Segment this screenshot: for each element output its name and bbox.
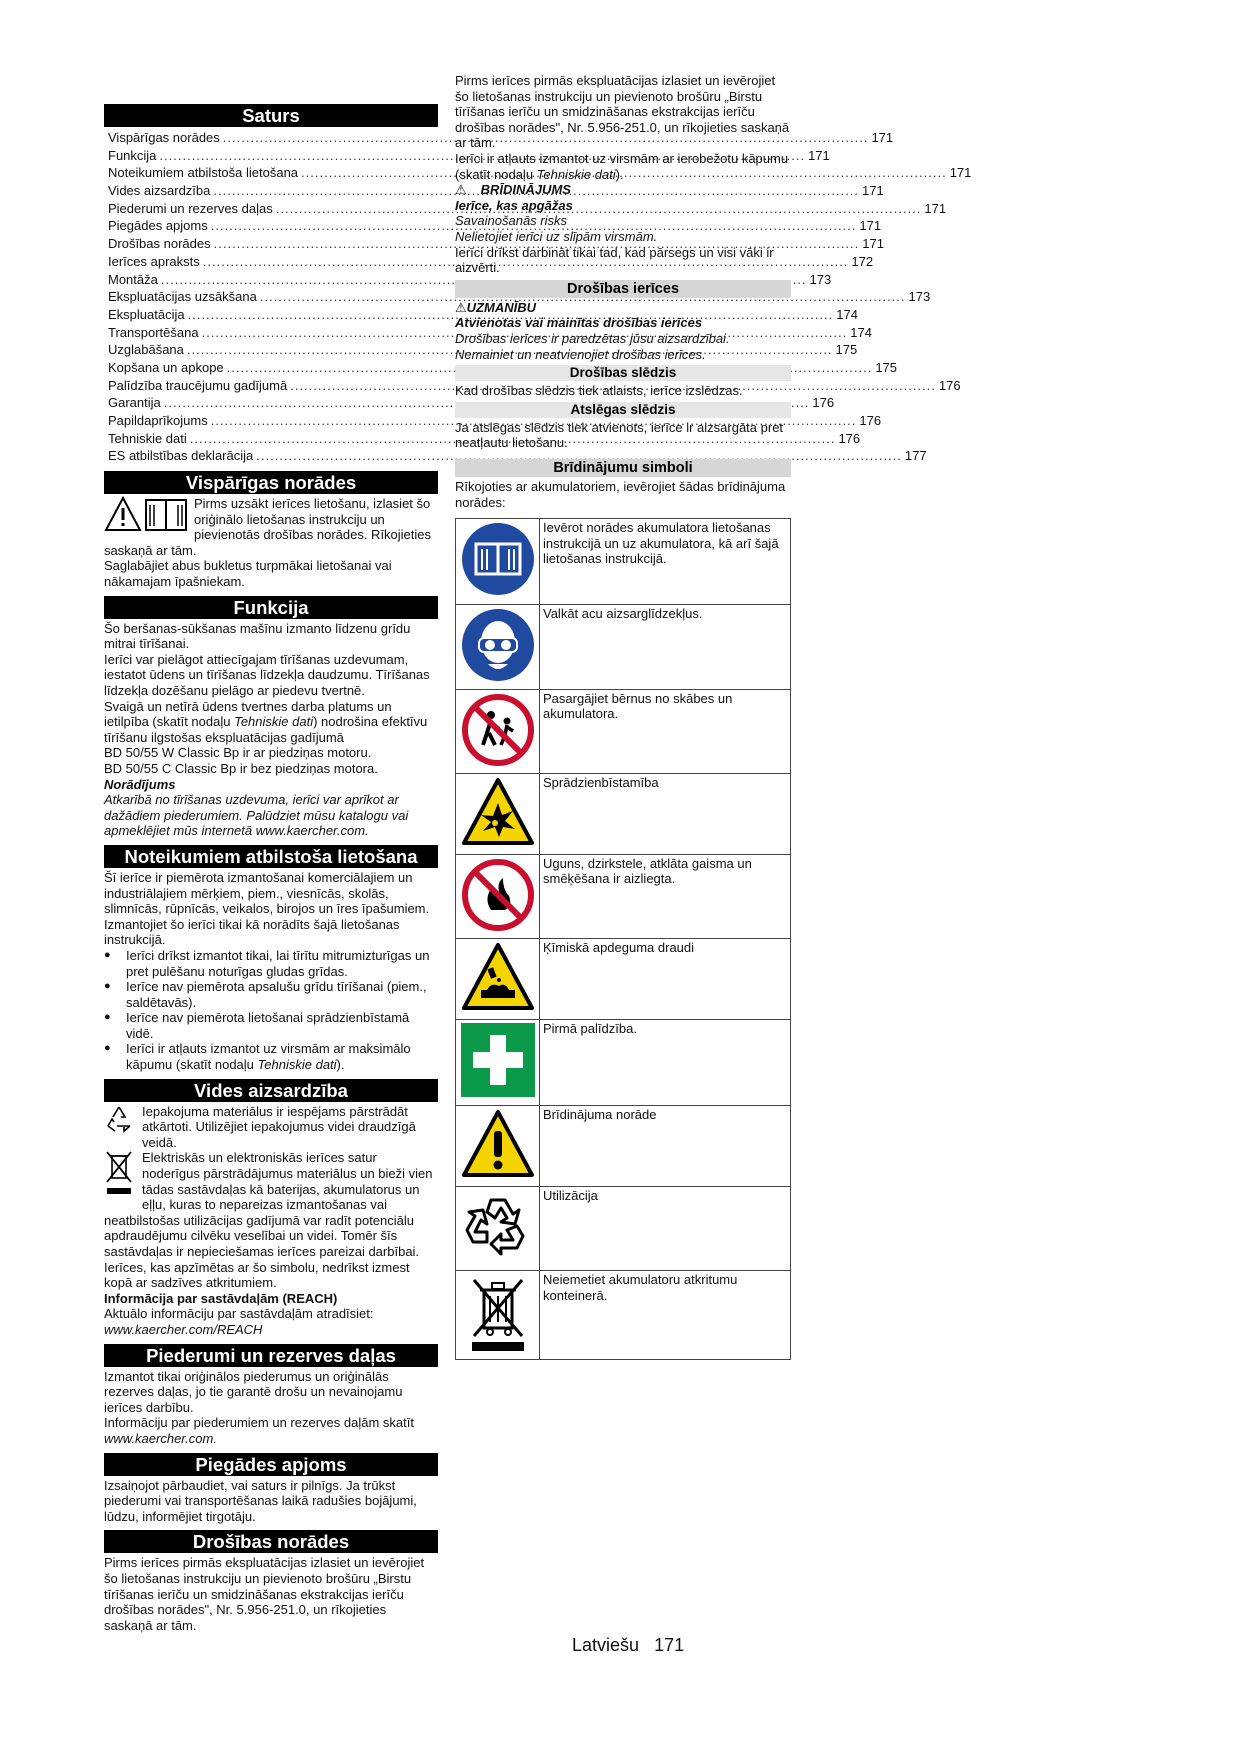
symbol-text: Pasargājiet bērnus no skābes un akumulatora.: [540, 689, 791, 774]
accessories-text-2: Informāciju par piederumiem un rezerves daļām skatīt: [104, 1415, 414, 1431]
list-item: ● Ierīci drīkst izmantot tikai, lai tīrītu mitrumizturīgas un pret pulēšanu noturīgas gludas grīdas.: [104, 948, 438, 979]
safety-text-1-continued: [455, 73, 791, 151]
toc-entry-page: 177: [904, 448, 927, 464]
function-text-3b: ) nodrošina efektīvu tīrīšanu ilgstošas ekspluatācijas gadījumā: [104, 714, 428, 745]
explosion-hazard-icon: [461, 777, 535, 847]
table-row: [456, 1106, 791, 1187]
key-switch-heading: Atslēgas slēdzis: [455, 402, 791, 418]
safety-text-1-tail: Pirms ierīces pirmās ekspluatācijas izlasiet un ievērojiet šo lietošanas instrukciju un pievienoto brošūru „Birstu tīrīšanas ierīču un smidzināšanas ekstrakcijas ierīču drošības norādes", Nr. 5.956-251.0, un rīkojieties saskaņā ar tām.: [455, 73, 790, 151]
intended-use-section: [104, 870, 438, 1073]
environment-heading: Vides aizsardzība: [104, 1079, 438, 1102]
recycling-icon: [104, 1104, 138, 1138]
symbol-text: Pirmā palīdzība.: [540, 1020, 791, 1106]
no-fire-icon: [461, 858, 535, 932]
function-text-5: BD 50/55 C Classic Bp ir bez piedziņas motora.: [104, 760, 378, 776]
warning-subtitle: Ierīce, kas apgāžas: [455, 197, 573, 213]
warning-icon: [461, 1109, 535, 1179]
toc-entry-title: Piederumi un rezerves daļas: [108, 200, 273, 216]
tech-data-ref: Tehniskie dati: [234, 714, 314, 730]
bullet-4a: Ierīci ir atļauts izmantot uz virsmām ar maksimālo kāpumu (skatīt nodaļu: [126, 1041, 411, 1073]
function-text-3: [104, 699, 438, 746]
recycling-icon: [461, 1190, 535, 1264]
toc-entry-title: Palīdzība traucējumu gadījumā: [108, 377, 288, 393]
reach-title: Informācija par sastāvdaļām (REACH): [104, 1290, 338, 1306]
toc-entry-title: Ekspluatācijas uzsākšana: [108, 289, 257, 305]
table-row: [456, 854, 791, 939]
toc-entry-page: 173: [809, 271, 832, 287]
intended-use-heading: Noteikumiem atbilstoša lietošana: [104, 845, 438, 868]
delivery-heading: Piegādes apjoms: [104, 1453, 438, 1476]
delivery-text: Izsaiņojot pārbaudiet, vai saturs ir pilnīgs. Ja trūkst piederumi vai transportēšanas laikā radušies bojājumi, lūdzu, informējiet tirgotāju.: [104, 1477, 417, 1524]
warning-symbols-intro: Rīkojoties ar akumulatoriem, ievērojiet šādas brīdinājuma norādes:: [455, 478, 786, 510]
toc-entry-title: Drošības norādes: [108, 236, 211, 252]
note-title: Norādījums: [104, 776, 176, 792]
toc-entry-title: Montāža: [108, 271, 158, 287]
toc-entry-title: Transportēšana: [108, 324, 199, 340]
caution-title: [455, 300, 791, 316]
bullet-4b: ).: [336, 1057, 345, 1073]
warning-title-text: BRĪDINĀJUMS: [480, 182, 571, 198]
intended-text: Šī ierīce ir piemērota izmantošanai komerciālajiem un industriālajiem mērķiem, piem., viesnīcās, skolās, slimnīcās, rūpnīcās, veikalos, birojos un īres īpašumiem. Izmantojiet šo ierīci tikai kā norādīts šajā lietošanas instrukcijā.: [104, 869, 430, 948]
toc-entry-page: 172: [851, 253, 874, 269]
general-heading: Vispārīgas norādes: [104, 471, 438, 494]
accessories-section: [104, 1369, 438, 1447]
toc-entry[interactable]: [108, 447, 927, 465]
footer-language: Latviešu: [572, 1635, 640, 1655]
toc-entry-title: Tehniskie dati: [108, 430, 187, 446]
safety-devices-heading: Drošības ierīces: [455, 280, 791, 298]
toc-entry-page: 173: [908, 289, 931, 305]
tech-data-ref: Tehniskie dati: [536, 166, 616, 182]
accessories-heading: Piederumi un rezerves daļas: [104, 1344, 438, 1367]
key-switch-text: Ja atslēgas slēdzis tiek atvienots, ierīce ir aizsargāta pret neatļautu lietošanu.: [455, 419, 784, 451]
crossed-bin-icon: [104, 1150, 138, 1200]
toc-entry-page: 176: [838, 430, 861, 446]
warning-text: Nelietojiet ierīci uz slīpām virsmām.: [455, 228, 658, 244]
read-manual-icon: [461, 522, 535, 596]
environment-text-1: Iepakojuma materiālus ir iespējams pārstrādāt atkārtoti. Utilizējiet iepakojumus videi draudzīgā veidā.: [142, 1103, 416, 1150]
safety-text-2a: Ierīci ir atļauts izmantot uz virsmām ar ierobežotu kāpumu (skatīt nodaļu: [455, 151, 789, 182]
delivery-section: [104, 1478, 438, 1525]
warning-manual-icon: [104, 496, 190, 538]
toc-entry-title: Piegādes apjoms: [108, 218, 208, 234]
table-row: [456, 519, 791, 605]
table-row: [456, 605, 791, 690]
crossed-bin-icon: [468, 1274, 528, 1352]
toc-entry-page: 176: [938, 377, 961, 393]
symbol-text: Utilizācija: [540, 1186, 791, 1271]
caution-subtitle: Atvienotas vai mainītas drošības ierīces: [455, 315, 703, 331]
toc-entry-page: 174: [836, 306, 858, 322]
toc-entry-title: Noteikumiem atbilstoša lietošana: [108, 165, 299, 181]
function-text-4: BD 50/55 W Classic Bp ir ar piedziņas motoru.: [104, 745, 372, 761]
chemical-burn-icon: [461, 942, 535, 1012]
warning-icon: ⚠: [455, 182, 467, 198]
toc-entry[interactable]: [108, 129, 894, 147]
toc-entry-title: Papildaprīkojums: [108, 413, 208, 428]
safety-text-2: [455, 151, 791, 182]
reach-text: Aktuālo informāciju par sastāvdaļām atradīsiet:: [104, 1306, 374, 1322]
toc-heading: Saturs: [104, 104, 438, 127]
toc-entry-title: Vispārīgas norādes: [108, 130, 220, 145]
safety-switch-text: Kad drošības slēdzis tiek atlaists, ierīce izslēdzas.: [455, 383, 743, 399]
toc-entry-title: Uzglabāšana: [108, 342, 184, 358]
safety-text-1: Pirms ierīces pirmās ekspluatācijas izlasiet un ievērojiet šo lietošanas instrukciju un pievienoto brošūru „Birstu tīrīšanas ierīču un smidzināšanas ekstrakcijas ierīču drošības norādes", Nr. 5.956-251.0, un rīkojieties saskaņā ar tām.: [104, 1555, 425, 1633]
function-text-2: Ierīci var pielāgot attiecīgajam tīrīšanas uzdevumam, iestatot ūdens un tīrīšanas līdzekļa daudzumu. Tīrīšanas līdzekļa dozēšanu pielāgo ar piedevu tvertnē.: [104, 651, 430, 698]
warning-symbols-table: [455, 518, 791, 1360]
toc-entry-title: ES atbilstības deklarācija: [108, 448, 254, 464]
table-row: [456, 1020, 791, 1106]
function-heading: Funkcija: [104, 596, 438, 619]
list-item: ● Ierīce nav piemērota lietošanai sprādzienbīstamā vidē.: [104, 1010, 438, 1041]
toc-entry-page: 174: [850, 324, 872, 340]
toc-entry-page: 175: [835, 342, 858, 358]
general-text-2: Saglabājiet abus bukletus turpmākai lietošanai vai nākamajam īpašniekam.: [104, 558, 392, 590]
toc-entry-title: Garantija: [108, 395, 161, 411]
caution-text-1: Drošības ierīces ir paredzētas jūsu aizsardzībai.: [455, 330, 730, 346]
function-text-1: Šo beršanas-sūkšanas mašīnu izmanto līdzenu grīdu mitrai tīrīšanai.: [104, 620, 411, 652]
toc-entry[interactable]: [108, 412, 882, 430]
tech-data-ref: Tehniskie dati: [257, 1057, 337, 1073]
page-footer: [572, 1635, 694, 1655]
list-item: [104, 1041, 438, 1072]
toc-entry-page: 171: [862, 236, 884, 252]
symbol-text: Ķīmiskā apdeguma draudi: [540, 939, 791, 1020]
toc-entry-page: 171: [859, 218, 882, 234]
table-row: [456, 939, 791, 1020]
table-row: [456, 774, 791, 855]
warning-symbols-heading: Brīdinājumu simboli: [455, 459, 791, 477]
caution-title-text: UZMANĪBU: [466, 299, 536, 315]
keep-children-away-icon: [461, 693, 535, 767]
environment-section: [104, 1104, 438, 1338]
symbol-text: Ievērot norādes akumulatora lietošanas instrukcijā un uz akumulatora, kā arī šajā lietošanas instrukcijā.: [540, 519, 791, 605]
symbol-text: Neiemetiet akumulatoru atkritumu konteinerā.: [540, 1271, 791, 1360]
toc-entry-title: Vides aizsardzība: [108, 183, 211, 199]
toc-entry-page: 175: [875, 359, 898, 375]
intended-bullet-list: [104, 948, 438, 1073]
toc-entry-page: 171: [949, 165, 972, 181]
toc-entry-page: 171: [924, 200, 947, 216]
reach-link[interactable]: www.kaercher.com/REACH: [104, 1321, 263, 1337]
caution-icon: ⚠: [455, 299, 467, 315]
toc-entry-page: 171: [871, 130, 894, 145]
symbol-text: Brīdinājuma norāde: [540, 1106, 791, 1187]
eye-protection-icon: [461, 608, 535, 682]
accessories-text-1: Izmantot tikai oriģinālos piederumus un oriģinālās rezerves daļas, jo tie garantē drošu un nevainojamu ierīces darbību.: [104, 1368, 403, 1415]
symbol-text: Valkāt acu aizsarglīdzekļus.: [540, 605, 791, 690]
safety-continued: [455, 73, 791, 276]
table-row: [456, 689, 791, 774]
toc-entry-title: Ierīces apraksts: [108, 253, 200, 269]
symbol-text: Sprādzienbīstamība: [540, 774, 791, 855]
warning-risk: Savainošanās risks: [455, 213, 567, 229]
table-row: [456, 1271, 791, 1360]
toc-entry-title: Kopšana un apkope: [108, 359, 224, 375]
function-section: [104, 621, 438, 839]
general-text-1: Pirms uzsākt ierīces lietošanu, izlasiet šo oriģinālo lietošanas instrukciju un pievienotās drošības norādes. Rīkojieties saskaņā ar tām.: [104, 496, 432, 558]
safety-heading: Drošības norādes: [104, 1530, 438, 1553]
page-number: 171: [654, 1635, 685, 1655]
list-item: ● Ierīce nav piemērota apsalušu grīdu tīrīšanai (piem., saldētavās).: [104, 979, 438, 1010]
symbol-text: Uguns, dzirkstele, atklāta gaisma un smēķēšana ir aizliegta.: [540, 854, 791, 939]
toc-entry-title: Funkcija: [108, 147, 157, 163]
safety-devices-section: [455, 300, 791, 451]
first-aid-icon: [461, 1023, 535, 1097]
warning-title: [455, 182, 791, 198]
toc-entry[interactable]: [108, 147, 830, 165]
table-row: [456, 1186, 791, 1271]
general-section: [104, 496, 438, 590]
safety-text-2b: ).: [615, 166, 624, 182]
toc-entry-title: Ekspluatācija: [108, 306, 185, 322]
warning-text-2: Ierīci drīkst darbināt tikai tad, kad pārsegs un visi vāki ir aizvērti.: [455, 244, 774, 276]
note-text: Atkarībā no tīrīšanas uzdevuma, ierīci var aprīkot ar dažādiem piederumiem. Palūdziet mūsu katalogu vai apmeklējiet mūs internetā www.kaercher.com.: [104, 792, 409, 839]
toc-entry-page: 171: [808, 147, 830, 163]
toc-entry-page: 176: [812, 395, 835, 411]
environment-text-2: Elektriskās un elektroniskās ierīces satur noderīgus pārstrādājumus materiālus un bieži vien tādas sastāvdaļas kā baterijas, akumulatorus un eļļu, kuras to nepareizas izmantošanas vai neatbilstošas utilizācijas gadījumā var radīt potenciālu apdraudējumu cilvēku veselībai un videi. Tomēr šīs sastāvdaļas ir nepieciešamas ierīces pareizai darbībai. Ierīces, kas apzīmētas ar šo simbolu, nedrīkst izmest kopā ar sadzīves atkritumiem.: [104, 1150, 433, 1291]
toc-entry-page: 171: [862, 183, 884, 199]
toc-entry-page: 176: [859, 413, 882, 428]
safety-switch-heading: Drošības slēdzis: [455, 365, 791, 381]
function-text-3a: Svaigā un netīrā ūdens tvertnes darba platums un ietilpība (skatīt nodaļu: [104, 698, 392, 730]
safety-section-left: [104, 1555, 438, 1633]
caution-text-2: Nemainiet un neatvienojiet drošības ierīces.: [455, 346, 706, 362]
right-column: [455, 73, 791, 1360]
accessories-link[interactable]: www.kaercher.com.: [104, 1430, 217, 1446]
